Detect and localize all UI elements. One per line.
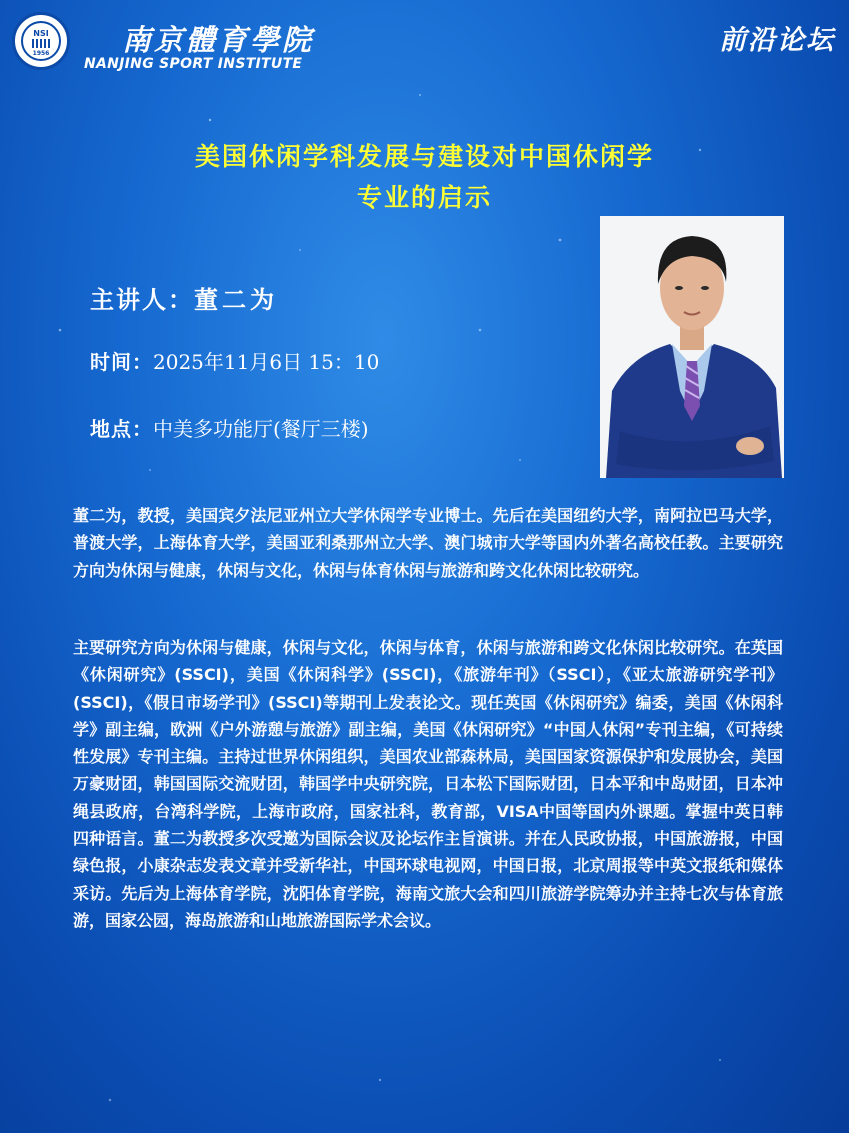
forum-label: 前沿论坛 <box>719 25 835 56</box>
emblem-year: 1956 <box>32 50 50 57</box>
time-value: 2025年11月6日 15：10 <box>153 350 380 374</box>
school-emblem-logo <box>12 12 70 70</box>
lecture-title-line2: 专业的启示 <box>356 183 492 212</box>
school-name-en: NANJING SPORT INSTITUTE <box>84 56 303 72</box>
place-value: 中美多功能厅(餐厅三楼) <box>153 417 369 441</box>
place-line <box>90 413 369 442</box>
time-label: 时间： <box>90 350 153 374</box>
lecture-title-line1: 美国休闲学科发展与建设对中国休闲学 <box>194 142 654 171</box>
bio-paragraph-2: 主要研究方向为休闲与健康，休闲与文化，休闲与体育，休闲与旅游和跨文化休闲比较研究。在英国《休闲研究》(SSCI)，美国《休闲科学》(SSCI)，《旅游年刊》（SSCI），《亚太旅游研究学刊》(SSCI)，《假日市场学刊》(SSCI)等期刊上发表论文。现任英国《休闲研究》编委，美国《休闲科学》副主编，欧洲《户外游憩与旅游》副主编，美国《休闲研究》“中国人休闲”专刊主编，《可持续性发展》专刊主编。主持过世界休闲组织，美国农业部森林局，美国国家资源保护和发展协会，美国万豪财团，韩国国际交流财团，韩国学中央研究院，日本松下国际财团，日本平和中岛财团，日本冲绳县政府，台湾科学院，上海市政府，国家社科，教育部，VISA中国等国内外课题。掌握中英日韩四种语言。董二为教授多次受邀为国际会议及论坛作主旨演讲。并在人民政协报，中国旅游报，中国绿色报，小康杂志发表文章并受新华社，中国环球电视网，中国日报，北京周报等中英文报纸和媒体采访。先后为上海体育学院，沈阳体育学院，海南文旅大会和四川旅游学院筹办并主持七次与体育旅游，国家公园，海岛旅游和山地旅游国际学术会议。 <box>73 638 783 930</box>
speaker-name: 董二为 <box>194 286 278 314</box>
emblem-building-icon <box>32 39 50 48</box>
place-label: 地点： <box>90 417 153 441</box>
speaker-photo <box>600 216 784 478</box>
time-line <box>90 346 379 375</box>
emblem-text: NSI <box>33 29 49 38</box>
bio-paragraph-1: 董二为，教授，美国宾夕法尼亚州立大学休闲学专业博士。先后在美国纽约大学，南阿拉巴马大学，普渡大学，上海体育大学，美国亚利桑那州立大学、澳门城市大学等国内外著名高校任教。主要研究方向为休闲与健康，休闲与文化，休闲与体育休闲与旅游和跨文化休闲比较研究。 <box>73 506 783 580</box>
speaker-line <box>90 280 278 315</box>
school-name-cn: 南京體育學院 <box>122 23 315 57</box>
speaker-label: 主讲人： <box>90 286 194 314</box>
